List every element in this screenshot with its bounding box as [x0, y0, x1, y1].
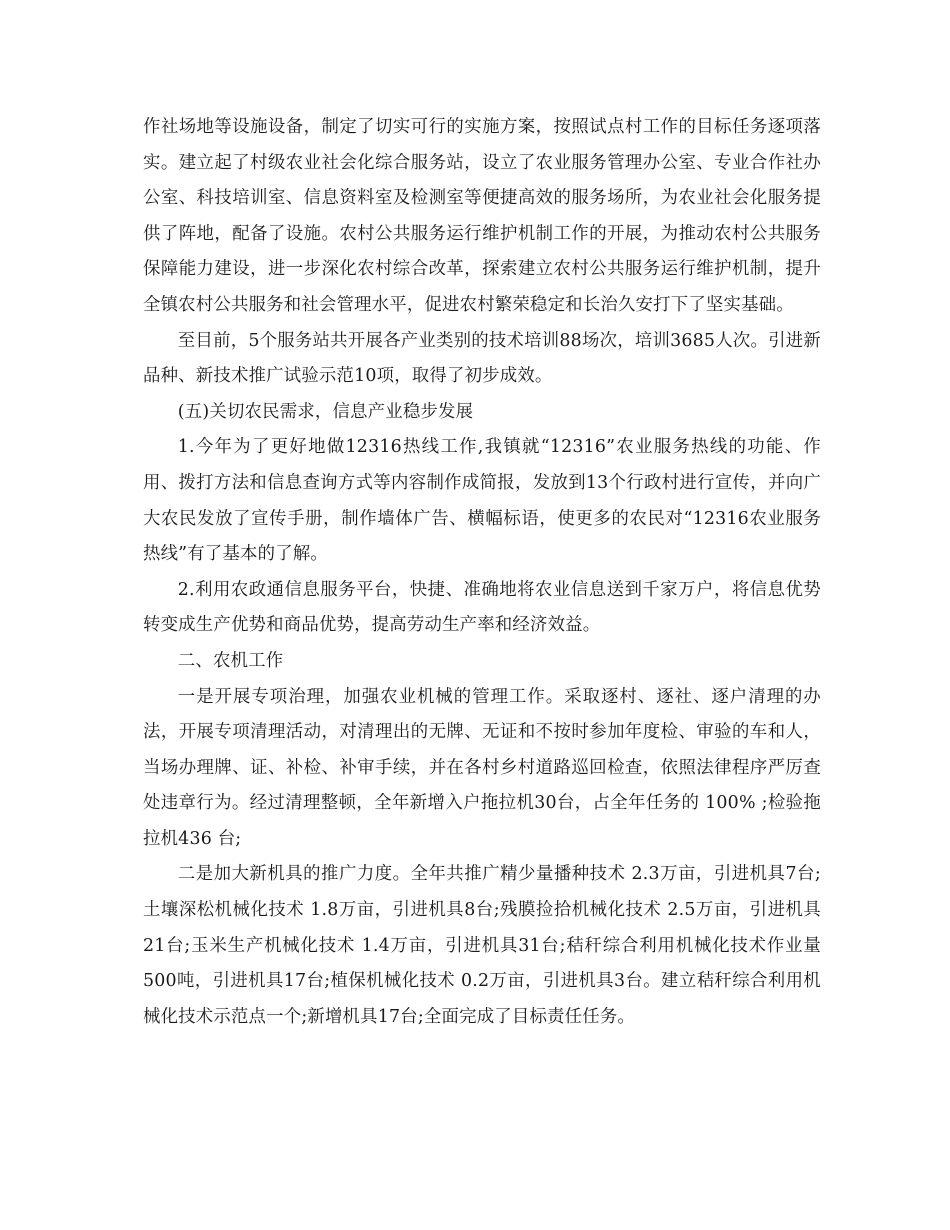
- paragraph-1: 作社场地等设施设备，制定了切实可行的实施方案，按照试点村工作的目标任务逐项落实。建立起了村级农业社会化综合服务站，设立了农业服务管理办公室、专业合作社办公室、科技培训室、信息资料室及检测室等便捷高效的服务场所，为农业社会化服务提供了阵地，配备了设施。农村公共服务运行维护机制工作的开展，为推动农村公共服务保障能力建设，进一步深化农村综合改革，探索建立农村公共服务运行维护机制，提升全镇农村公共服务和社会管理水平，促进农村繁荣稳定和长治久安打下了坚实基础。: [143, 117, 821, 315]
- paragraph-governance: 一是开展专项治理，加强农业机械的管理工作。采取逐村、逐社、逐户清理的办法，开展专项清理活动，对清理出的无牌、无证和不按时参加年度检、审验的车和人，当场办理牌、证、补检、补审手续，并在各村乡村道路巡回检查，依照法律程序严厉查处违章行为。经过清理整顿，全年新增入户拖拉机30台，占全年任务的 100% ;检验拖拉机436 台;: [143, 686, 821, 849]
- paragraph-hotline: 1.今年为了更好地做12316热线工作,我镇就“12316”农业服务热线的功能、作用、拨打方法和信息查询方式等内容制作成简报，发放到13个行政村进行宣传，并向广大农民发放了宣传手册，制作墙体广告、横幅标语，使更多的农民对“12316农业服务热线”有了基本的了解。: [143, 437, 821, 565]
- section-heading-2: 二、农机工作: [177, 650, 284, 671]
- document-body: [143, 110, 821, 1035]
- section-heading-5: (五)关切农民需求，信息产业稳步发展: [177, 401, 474, 422]
- paragraph-platform: 2.利用农政通信息服务平台，快捷、准确地将农业信息送到千家万户，将信息优势转变成生产优势和商品优势，提高劳动生产率和经济效益。: [143, 579, 821, 636]
- paragraph-promotion: 二是加大新机具的推广力度。全年共推广精少量播种技术 2.3万亩，引进机具7台;土壤深松机械化技术 1.8万亩，引进机具8台;残膜捡拾机械化技术 2.5万亩，引进机具21台;玉米生产机械化技术 1.4万亩，引进机具31台;秸秆综合利用机械化技术作业量500吨，引进机具17台;植保机械化技术 0.2万亩，引进机具3台。建立秸秆综合利用机械化技术示范点一个;新增机具17台;全面完成了目标责任任务。: [143, 864, 821, 1027]
- paragraph-2: 至目前，5个服务站共开展各产业类别的技术培训88场次，培训3685人次。引进新品种、新技术推广试验示范10项，取得了初步成效。: [143, 330, 821, 387]
